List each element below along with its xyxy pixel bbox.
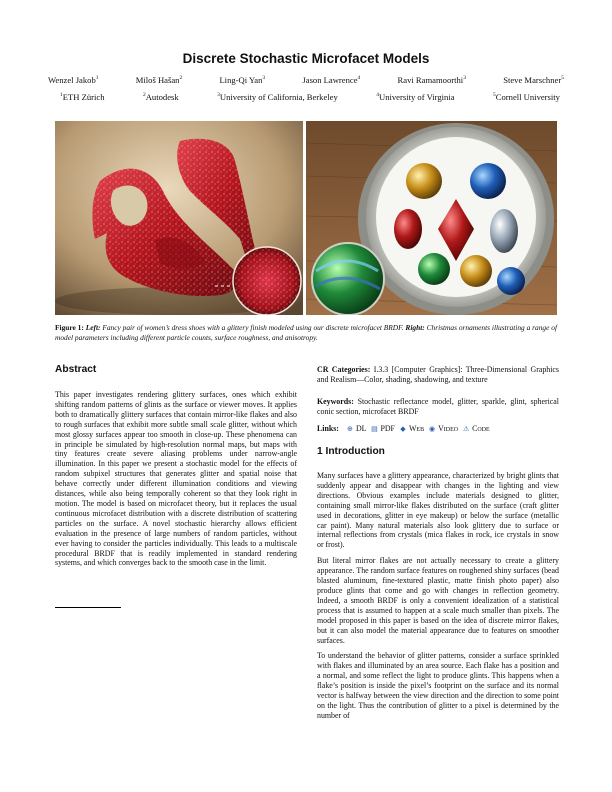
code-link[interactable]: ⚠ Code	[462, 424, 490, 433]
introduction-heading: 1 Introduction	[317, 446, 385, 457]
paragraph: But literal mirror flakes are not actually necessary to create a glittery appearance. The random surface features on roughened shiny surfaces (bead blasted aluminum, fine-textured plastic, matte finish photo paper) also produce glints that come and go with changes in reflection geometry. Indeed, a smooth BRDF is only a convenient idealization of a statistical process that is assumed to happen at a scale much smaller than pixels. The model proposed in this paper is based on the idea of discrete mirror flakes, but it can also model the material appearance due to features on smoother surfaces.	[317, 556, 559, 645]
affiliation: $^5$Cornell University	[493, 92, 560, 102]
web-link[interactable]: ◆ Web	[400, 424, 425, 433]
author: Ravi Ramamoorthi$^3$	[397, 75, 466, 85]
figure-caption: Figure 1: Left: Fancy pair of women’s dress shoes with a glittery finish modeled using our discrete microfacet BRDF. Right: Christmas ornaments illustrating a range of model parameters including different particle counts, surface roughness, and anisotropy.	[55, 323, 557, 342]
dl-link[interactable]: ⊕ DL	[347, 424, 367, 433]
video-link[interactable]: ◉ Video	[429, 424, 459, 433]
figure-shoes-image	[55, 121, 303, 315]
affiliation: $^4$University of Virginia	[376, 92, 455, 102]
author-list	[48, 75, 564, 85]
abstract-heading: Abstract	[55, 364, 97, 375]
paragraph: To understand the behavior of glitter patterns, consider a surface sprinkled with flakes and illuminated by an area source. Each flake has a position and a normal, and some reflect the light to produce glints. This happens when a flake’s position is inside the pixel’s footprint on the surface and its normal vector is halfway between the view direction and the direction to some point on the light. Thus the contribution of glitter to a pixel is determined by the number of	[317, 651, 559, 720]
author: Ling-Qi Yan$^3$	[219, 75, 266, 85]
affiliation: $^1$ETH Zürich	[60, 92, 105, 102]
links-label: Links:	[317, 424, 339, 433]
affiliation-list	[60, 92, 560, 102]
paragraph: Many surfaces have a glittery appearance, characterized by bright glints that suddenly appear and disappear with changes in the lighting and view directions. Obvious examples include materials designed to glitter, containing small mirror-like flakes distributed on the surface (craft glitter used in decorations, glitter in eye makeup) or below the surface (metallic car paint). Many natural materials also look glittery due to surface or internal reflections from crystals (mica flakes in rock, ice crystals in snow or frost).	[317, 471, 559, 550]
pdf-link[interactable]: ▤ PDF	[371, 424, 395, 433]
video-icon: ◉	[429, 424, 436, 433]
paper-title: Discrete Stochastic Microfacet Models	[182, 51, 430, 66]
author: Steve Marschner$^5$	[503, 75, 564, 85]
cr-categories: CR Categories: I.3.3 [Computer Graphics]: Three-Dimensional Graphics and Realism—Color, shading, shadowing, and texture	[317, 365, 559, 384]
affiliation: $^2$Autodesk	[142, 92, 179, 102]
keywords: Keywords: Stochastic reflectance model, glitter, sparkle, glint, spherical conic section, microfacet BRDF	[317, 397, 559, 416]
code-icon: ⚠	[462, 424, 470, 433]
dl-icon: ⊕	[347, 424, 353, 433]
introduction-body	[317, 471, 559, 721]
author: Jason Lawrence$^4$	[302, 75, 361, 85]
web-icon: ◆	[400, 424, 406, 433]
affiliation: $^3$University of California, Berkeley	[217, 92, 338, 102]
figure-ornaments-image	[306, 121, 557, 315]
links-row	[317, 424, 559, 434]
footnote-rule	[55, 607, 121, 608]
pdf-icon: ▤	[371, 424, 378, 433]
author: Miloš Hašan$^2$	[135, 75, 183, 85]
abstract-text: This paper investigates rendering glittery surfaces, ones which exhibit shifting random patterns of glints as the surface or viewer moves. It applies both to dramatically glittery surfaces that contain mirror-like flakes and also to rough surfaces that exhibit more subtle small scale glitter, without which most glossy surfaces appear too smooth in close-up. These phenomena can in principle be simulated by high-resolution normal maps, but maps with tiny features create severe aliasing problems under narrow-angle illumination. In this paper we present a stochastic model for the effects of random subpixel structures that generates glitter and spatial noise that behave correctly under different illumination conditions and viewing distances, while also being temporally coherent so that they look right in motion. The model is based on microfacet theory, but it replaces the usual continuous microfacet distribution with a discrete distribution of scattering particles on the surface. A novel stochastic hierarchy allows efficient evaluation in the presence of large numbers of random particles, without ever having to consider the particles individually. This leads to a multiscale procedural BRDF that is readily implemented in standard rendering systems, and which converges back to the smooth case in the limit.	[55, 390, 297, 568]
author: Wenzel Jakob$^1$	[48, 75, 99, 85]
